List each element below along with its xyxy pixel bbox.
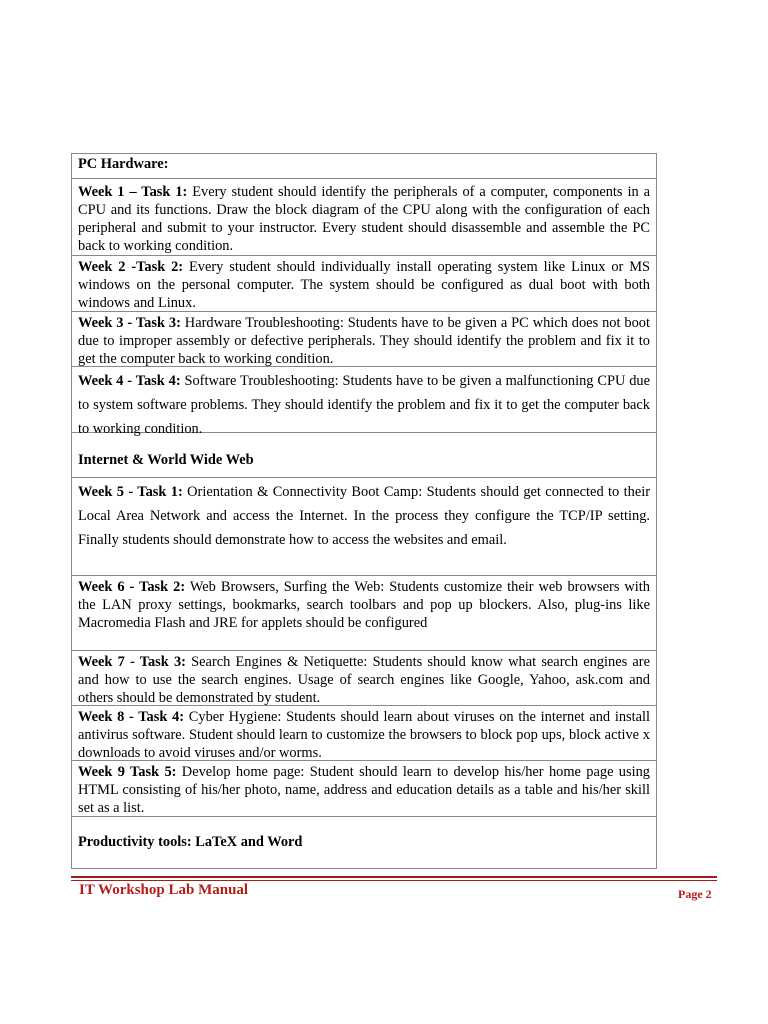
table-row-week-4 [72, 367, 656, 437]
task-label: Week 4 - Task 4: [78, 373, 181, 389]
table-row-week-6 [72, 576, 656, 651]
task-description [78, 183, 650, 255]
task-label: Week 7 - Task 3: [78, 654, 186, 670]
section-heading-internet: Internet & World Wide Web [78, 452, 254, 468]
task-text: Cyber Hygiene: Students should learn about viruses on the internet and install antivirus software. Student should learn to customize the browsers to block pop ups, block active x downloads to avoid viruses and/or worms. [78, 709, 650, 761]
table-row-week-8 [72, 706, 656, 761]
task-text: Every student should identify the peripherals of a computer, components in a CPU and its functions. Draw the block diagram of the CPU along with the configuration of each peripheral and submit to your instructor. Every student should disassemble and assemble the PC back to working condition. [78, 184, 650, 254]
task-description [78, 314, 650, 368]
task-description [78, 708, 650, 762]
task-text: Web Browsers, Surfing the Web: Students customize their web browsers with the LAN proxy settings, bookmarks, search toolbars and pop up blockers. Also, plug-ins like Macromedia Flash and JRE for applets should be configured [78, 579, 650, 631]
task-description [78, 653, 650, 707]
task-text: Search Engines & Netiquette: Students should know what search engines are and how to use the search engines. Usage of search engines like Google, Yahoo, ask.com and others should be demonstrated by student. [78, 654, 650, 706]
table-row-week-5 [72, 478, 656, 576]
task-label: Week 2 -Task 2: [78, 259, 184, 275]
footer-rule-thick [71, 876, 717, 878]
section-heading-pc-hardware: PC Hardware: [78, 156, 169, 172]
task-text: Every student should individually install operating system like Linux or MS windows on the personal computer. The system should be configured as dual boot with both windows and Linux. [78, 259, 651, 311]
footer-title: IT Workshop Lab Manual [79, 882, 249, 898]
task-label: Week 9 Task 5: [78, 764, 177, 780]
section-row-pc-hardware [72, 154, 656, 179]
task-description [78, 258, 650, 312]
table-row-week-2 [72, 256, 656, 312]
task-text: Develop home page: Student should learn to develop his/her home page using HTML consisting of his/her photo, name, address and education details as a table and his/her skill set as a list. [78, 764, 650, 816]
task-label: Week 3 - Task 3: [78, 315, 181, 331]
section-row-internet [72, 433, 656, 478]
task-label: Week 1 – Task 1: [78, 184, 188, 200]
syllabus-table [71, 153, 657, 869]
task-description [78, 763, 650, 817]
task-text: Orientation & Connectivity Boot Camp: Students should get connected to their Local Area Network and access the Internet. In the process they configure the TCP/IP setting. Finally students should demonstrate how to access the websites and email. [78, 484, 651, 548]
task-label: Week 6 - Task 2: [78, 579, 186, 595]
task-text: Hardware Troubleshooting: Students have to be given a PC which does not boot due to improper assembly or defective peripherals. They should identify the problem and fix it to get the computer back to working condition. [78, 315, 650, 367]
task-label: Week 5 - Task 1: [78, 484, 183, 500]
section-row-productivity [72, 817, 656, 868]
table-row-week-7 [72, 651, 656, 706]
table-row-week-3 [72, 312, 656, 367]
table-row-week-1 [72, 179, 656, 256]
task-description [78, 578, 650, 632]
task-text: Software Troubleshooting: Students have to be given a malfunctioning CPU due to system software problems. They should identify the problem and fix it to get the computer back to working condition. [78, 373, 650, 437]
page-number: Page 2 [678, 887, 712, 901]
table-row-week-9 [72, 761, 656, 817]
task-description [78, 480, 650, 552]
task-description [78, 369, 650, 441]
footer-rule-thin [71, 880, 717, 881]
section-heading-productivity: Productivity tools: LaTeX and Word [78, 834, 303, 850]
task-label: Week 8 - Task 4: [78, 709, 185, 725]
